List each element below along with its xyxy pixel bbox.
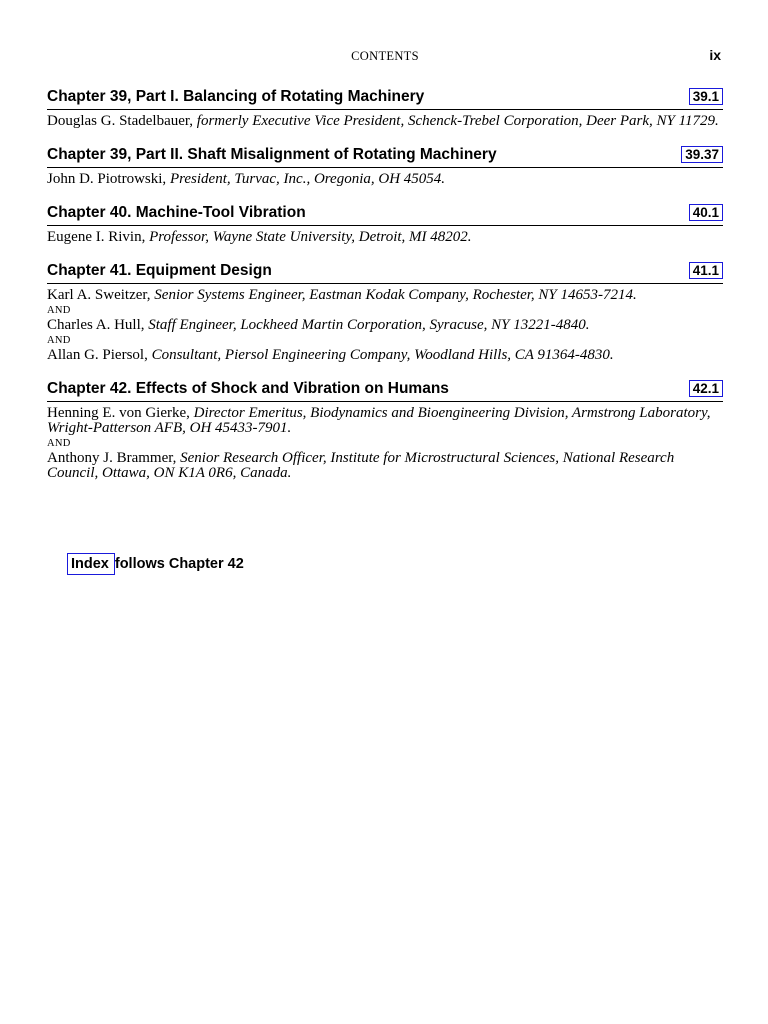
chapter-page-link[interactable]: 39.37 (681, 146, 723, 163)
index-link[interactable]: Index (67, 553, 115, 575)
chapter-title: Chapter 39, Part I. Balancing of Rotating Machinery (47, 88, 425, 105)
author-entry (47, 318, 723, 333)
author-entry (47, 406, 723, 436)
chapter-entry (47, 143, 723, 187)
author-affiliation: Consultant, Piersol Engineering Company, Woodland Hills, CA 91364-4830. (151, 347, 614, 363)
author-name: Douglas G. Stadelbauer, (47, 113, 194, 129)
chapter-entry (47, 377, 723, 481)
chapter-title: Chapter 41. Equipment Design (47, 262, 272, 279)
author-entry (47, 451, 723, 481)
index-entry (67, 553, 244, 575)
chapter-title: Chapter 39, Part II. Shaft Misalignment of Rotating Machinery (47, 146, 497, 163)
chapter-page-link[interactable]: 41.1 (689, 262, 723, 279)
page-number: ix (709, 47, 721, 63)
author-affiliation: formerly Executive Vice President, Schenck-Trebel Corporation, Deer Park, NY 11729. (196, 113, 719, 129)
author-name: Allan G. Piersol, (47, 347, 148, 363)
author-separator: AND (47, 305, 71, 316)
author-name: Eugene I. Rivin, (47, 229, 146, 245)
author-name: Karl A. Sweitzer, (47, 287, 151, 303)
author-name: Charles A. Hull, (47, 317, 145, 333)
author-affiliation: Staff Engineer, Lockheed Martin Corporation, Syracuse, NY 13221-4840. (148, 317, 590, 333)
author-affiliation: Senior Systems Engineer, Eastman Kodak Company, Rochester, NY 14653-7214. (154, 287, 637, 303)
author-name: Henning E. von Gierke, (47, 405, 190, 421)
index-follows-text: follows Chapter 42 (114, 556, 244, 572)
chapter-entry (47, 259, 723, 363)
chapter-heading (47, 259, 723, 284)
author-entry (47, 348, 723, 363)
chapter-heading (47, 143, 723, 168)
chapter-title: Chapter 40. Machine-Tool Vibration (47, 204, 306, 221)
chapter-heading (47, 377, 723, 402)
chapter-entry (47, 201, 723, 245)
chapter-authors (47, 172, 723, 187)
author-separator: AND (47, 335, 71, 346)
chapter-authors (47, 288, 723, 363)
chapter-heading (47, 201, 723, 226)
chapter-entry (47, 85, 723, 129)
chapter-page-link[interactable]: 40.1 (689, 204, 723, 221)
author-name: John D. Piotrowski, (47, 171, 167, 187)
chapter-list (47, 85, 723, 481)
running-header (47, 47, 723, 67)
author-separator: AND (47, 438, 71, 449)
author-affiliation: Senior Research Officer, Institute for Microstructural Sciences, National Research Council, Ottawa, ON K1A 0R6, Canada. (47, 450, 675, 481)
chapter-heading (47, 85, 723, 110)
toc-page (47, 0, 723, 1024)
chapter-authors (47, 406, 723, 481)
author-affiliation: Director Emeritus, Biodynamics and Bioengineering Division, Armstrong Laboratory, Wright-Patterson AFB, OH 45433-7901. (47, 405, 711, 436)
chapter-authors (47, 230, 723, 245)
author-entry (47, 288, 723, 303)
author-entry (47, 114, 723, 129)
author-affiliation: President, Turvac, Inc., Oregonia, OH 45054. (169, 171, 446, 187)
author-affiliation: Professor, Wayne State University, Detroit, MI 48202. (149, 229, 472, 245)
running-title: CONTENTS (351, 49, 419, 63)
author-entry (47, 230, 723, 245)
chapter-page-link[interactable]: 42.1 (689, 380, 723, 397)
chapter-title: Chapter 42. Effects of Shock and Vibration on Humans (47, 380, 449, 397)
author-entry (47, 172, 723, 187)
author-name: Anthony J. Brammer, (47, 450, 177, 466)
chapter-authors (47, 114, 723, 129)
chapter-page-link[interactable]: 39.1 (689, 88, 723, 105)
